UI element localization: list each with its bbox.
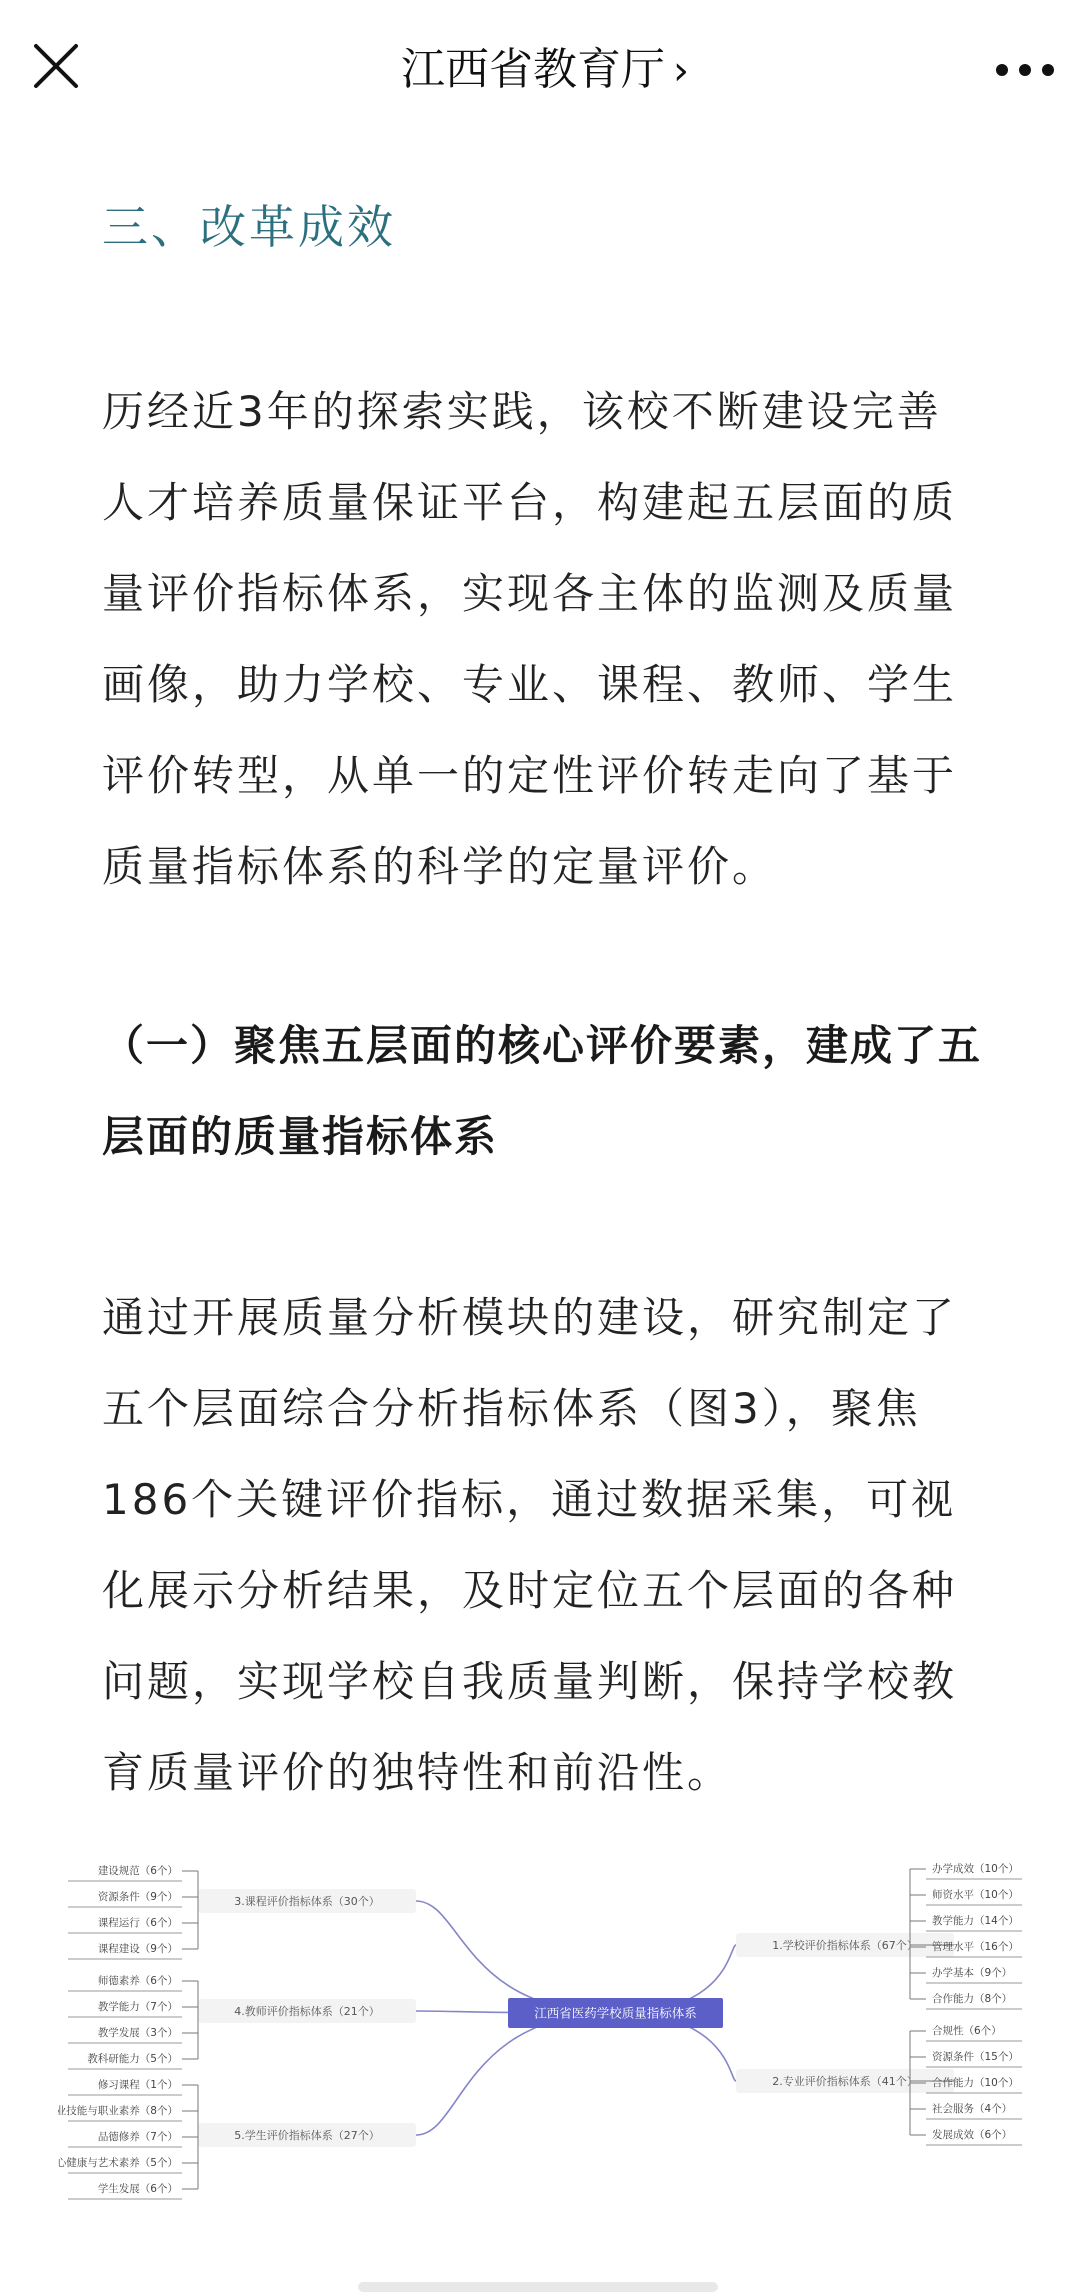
mindmap-item-label: 教科研能力（5个）: [87, 2053, 178, 2065]
mindmap-item-label: 师德素养（6个）: [97, 1975, 178, 1987]
mindmap-item-label: 资源条件（9个）: [97, 1891, 178, 1903]
mindmap-item-label: 教学能力（14个）: [932, 1915, 1019, 1927]
top-navigation-bar: [0, 0, 1090, 140]
scroll-indicator: [358, 2282, 718, 2292]
mindmap-item-label: 教学发展（3个）: [97, 2027, 178, 2039]
mindmap-item-label: 品德修养（7个）: [97, 2131, 178, 2143]
mindmap-diagram: [58, 1835, 1038, 2215]
mindmap-item-label: 教学能力（7个）: [97, 2001, 178, 2013]
branch-connector-line: [416, 1901, 616, 2013]
branch-connector-line: [416, 2013, 616, 2135]
mindmap-item-label: 身心健康与艺术素养（5个）: [58, 2157, 178, 2169]
branch-label: 2.专业评价指标体系（41个）: [772, 2075, 918, 2088]
mindmap-item-label: 建设规范（6个）: [97, 1865, 178, 1877]
chevron-right-icon: ›: [673, 48, 689, 94]
mindmap-figure[interactable]: [58, 1835, 1038, 2215]
mindmap-item-label: 修习课程（1个）: [97, 2079, 178, 2091]
mindmap-item-label: 合规性（6个）: [932, 2025, 1002, 2037]
branch-label: 5.学生评价指标体系（27个）: [234, 2129, 380, 2142]
mindmap-item-label: 资源条件（15个）: [932, 2051, 1019, 2063]
mindmap-item-label: 管理水平（16个）: [932, 1941, 1019, 1953]
mindmap-item-label: 社会服务（4个）: [932, 2103, 1013, 2115]
mindmap-item-label: 发展成效（6个）: [932, 2129, 1013, 2141]
mindmap-item-label: 合作能力（8个）: [932, 1993, 1013, 2005]
paragraph-quality-analysis: 通过开展质量分析模块的建设，研究制定了五个层面综合分析指标体系（图3），聚焦186个关键评价指标，通过数据采集，可视化展示分析结果，及时定位五个层面的各种问题，实现学校自我质量判断，保持学校教育质量评价的独特性和前沿性。: [102, 1293, 958, 1797]
subsection-heading: （一）聚焦五层面的核心评价要素，建成了五层面的质量指标体系: [102, 1021, 983, 1161]
account-name: 江西省教育厅: [401, 44, 665, 95]
mindmap-item-label: 师资水平（10个）: [932, 1889, 1019, 1901]
center-node-label: 江西省医药学校质量指标体系: [534, 2005, 697, 2021]
mindmap-item-label: 专业技能与职业素养（8个）: [58, 2105, 178, 2117]
mindmap-item-label: 学生发展（6个）: [97, 2183, 178, 2195]
account-title-link[interactable]: [0, 40, 1090, 101]
mindmap-item-label: 课程运行（6个）: [97, 1917, 178, 1929]
section-heading: 三、改革成效: [102, 200, 396, 254]
mindmap-item-label: 办学成效（10个）: [932, 1863, 1019, 1875]
branch-label: 4.教师评价指标体系（21个）: [234, 2005, 380, 2018]
branch-label: 1.学校评价指标体系（67个）: [772, 1939, 918, 1952]
paragraph-results: 历经近3年的探索实践，该校不断建设完善人才培养质量保证平台，构建起五层面的质量评价指标体系，实现各主体的监测及质量画像，助力学校、专业、课程、教师、学生评价转型，从单一的定性评价转走向了基于质量指标体系的科学的定量评价。: [102, 387, 958, 891]
branch-label: 3.课程评价指标体系（30个）: [234, 1895, 380, 1908]
mindmap-item-label: 办学基本（9个）: [932, 1967, 1013, 1979]
mindmap-item-label: 合作能力（10个）: [932, 2077, 1019, 2089]
more-icon[interactable]: [990, 50, 1060, 90]
mindmap-item-label: 课程建设（9个）: [97, 1943, 178, 1955]
